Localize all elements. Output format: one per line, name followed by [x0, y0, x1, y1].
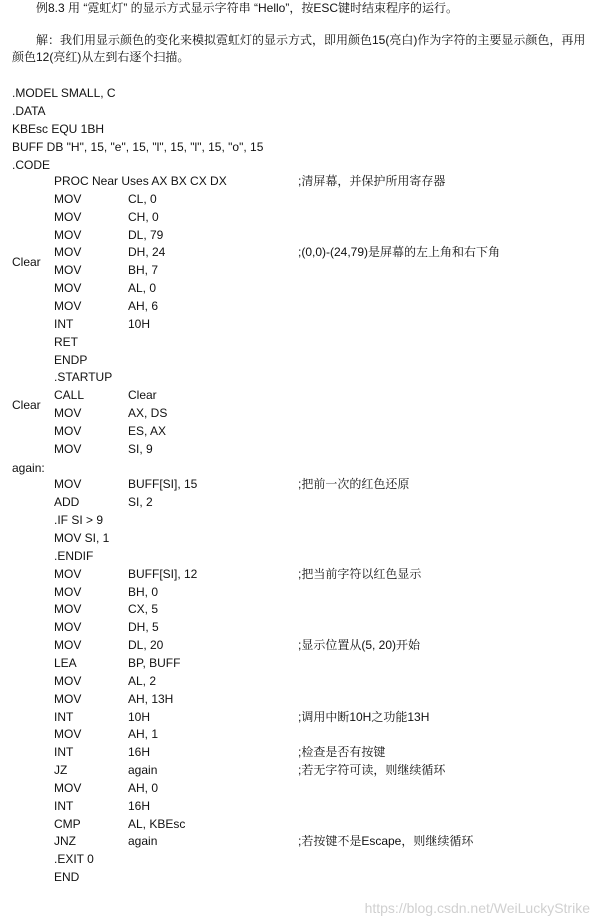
code-row — [12, 816, 592, 834]
instruction: MOV — [54, 584, 82, 599]
code-row — [12, 530, 592, 548]
instruction: ENDP — [54, 352, 88, 367]
code-row — [12, 334, 592, 352]
comment: ;把前一次的红色还原 — [298, 477, 410, 492]
operands: AH, 13H — [128, 691, 174, 706]
operands: again — [128, 763, 158, 778]
code-row — [12, 584, 592, 602]
code-line: .CODE — [12, 158, 51, 172]
code-row — [12, 209, 592, 227]
operands: AH, 1 — [128, 727, 159, 742]
code-row — [12, 780, 592, 798]
operands: CL, 0 — [128, 191, 157, 206]
code-row — [12, 298, 592, 316]
label-again: again: — [12, 461, 45, 475]
instruction: JNZ — [54, 834, 76, 849]
instruction: RET — [54, 334, 78, 349]
code-row — [12, 423, 592, 441]
operands: AL, 2 — [128, 673, 157, 688]
comment: ;清屏幕，并保护所用寄存器 — [298, 174, 446, 188]
operands: DH, 5 — [128, 620, 159, 635]
code-row — [12, 476, 592, 494]
code-row — [12, 726, 592, 744]
operands: BP, BUFF — [128, 655, 181, 670]
operands: CH, 0 — [128, 209, 159, 224]
instruction: MOV SI, 1 — [54, 531, 110, 545]
operands: AH, 6 — [128, 298, 159, 313]
code-row — [12, 833, 592, 851]
operands: DL, 79 — [128, 227, 164, 242]
operands: AL, KBEsc — [128, 816, 186, 831]
comment: ;检查是否有按键 — [298, 745, 386, 760]
instruction: MOV — [54, 566, 82, 581]
operands: 16H — [128, 798, 151, 813]
code-row — [12, 673, 592, 691]
code-row — [12, 262, 592, 280]
instruction: INT — [54, 709, 74, 724]
code-row — [12, 851, 592, 869]
instruction: MOV — [54, 191, 82, 206]
instruction: .EXIT 0 — [54, 852, 94, 867]
operands: DH, 24 — [128, 245, 166, 260]
instruction: INT — [54, 745, 74, 760]
code-row — [12, 762, 592, 780]
operands: BUFF[SI], 12 — [128, 566, 198, 581]
code-row — [12, 280, 592, 298]
instruction: MOV — [54, 227, 82, 242]
operands: AH, 0 — [128, 780, 159, 795]
code-row — [12, 637, 592, 655]
instruction: MOV — [54, 691, 82, 706]
code-row — [12, 869, 592, 887]
code-row — [12, 459, 592, 477]
comment: ;把当前字符以红色显示 — [298, 566, 422, 581]
instruction: MOV — [54, 477, 82, 492]
code-row — [12, 494, 592, 512]
instruction: MOV — [54, 209, 82, 224]
code-row — [12, 369, 592, 387]
operands: CX, 5 — [128, 602, 159, 617]
code-row — [12, 691, 592, 709]
example-title: 例8.3 用 “霓虹灯” 的显示方式显示字符串 “Hello”，按ESC键时结束程序的运行。 — [36, 1, 459, 15]
operands: BH, 7 — [128, 263, 159, 278]
operands: BH, 0 — [128, 584, 159, 599]
operands: DL, 20 — [128, 638, 164, 653]
code-row — [12, 655, 592, 673]
instruction: MOV — [54, 263, 82, 278]
instruction: MOV — [54, 673, 82, 688]
code-row — [12, 709, 592, 727]
operands: ES, AX — [128, 423, 167, 438]
startup-label-clear: Clear — [12, 398, 41, 412]
instruction: MOV — [54, 780, 82, 795]
code-row — [12, 619, 592, 637]
code-row — [12, 512, 592, 530]
instruction: CALL — [54, 388, 85, 403]
code-row — [12, 548, 592, 566]
instruction: INT — [54, 798, 74, 813]
instruction: .ENDIF — [54, 548, 94, 563]
instruction: JZ — [54, 763, 68, 778]
operands: 10H — [128, 316, 151, 331]
watermark: https://blog.csdn.net/WeiLuckyStrike — [364, 900, 590, 916]
operands: BUFF[SI], 15 — [128, 477, 198, 492]
operands: SI, 9 — [128, 441, 153, 456]
code-row — [12, 601, 592, 619]
code-line: BUFF DB "H", 15, "e", 15, "l", 15, "l", 15, "o", 15 — [12, 140, 264, 154]
code-row — [12, 744, 592, 762]
code-row — [12, 441, 592, 459]
code-row — [12, 405, 592, 423]
code-line: .MODEL SMALL, C — [12, 86, 116, 100]
instruction: MOV — [54, 281, 82, 296]
instruction: MOV — [54, 298, 82, 313]
instruction: MOV — [54, 245, 82, 260]
solution-paragraph: 解：我们用显示颜色的变化来模拟霓虹灯的显示方式，即用颜色15(亮白)作为字符的主要显示颜色，再用颜色12(亮红)从左到右逐个扫描。 — [12, 33, 586, 64]
comment: ;调用中断10H之功能13H — [298, 709, 430, 724]
comment: ;若按键不是Escape，则继续循环 — [298, 834, 474, 849]
code-line: KBEsc EQU 1BH — [12, 122, 105, 136]
operands: 10H — [128, 709, 151, 724]
instruction: MOV — [54, 638, 82, 653]
operands: 16H — [128, 745, 151, 760]
operands: SI, 2 — [128, 495, 153, 510]
proc-label-clear: Clear — [12, 255, 41, 269]
code-line: .DATA — [12, 104, 46, 118]
instruction: END — [54, 870, 80, 885]
instruction: .IF SI > 9 — [54, 513, 104, 528]
instruction: LEA — [54, 655, 77, 670]
instruction: MOV — [54, 423, 82, 438]
instruction: MOV — [54, 406, 82, 421]
comment: ;若无字符可读，则继续循环 — [298, 763, 446, 778]
code-row — [12, 798, 592, 816]
code-row — [12, 566, 592, 584]
code-row — [12, 173, 592, 191]
code-row — [12, 244, 592, 262]
instruction: INT — [54, 316, 74, 331]
instruction: CMP — [54, 816, 81, 831]
operands: again — [128, 834, 158, 849]
operands: AX, DS — [128, 406, 168, 421]
code-row — [12, 227, 592, 245]
code-row — [12, 316, 592, 334]
instruction: MOV — [54, 441, 82, 456]
code-row — [12, 387, 592, 405]
instruction: MOV — [54, 727, 82, 742]
instruction: MOV — [54, 602, 82, 617]
instruction: ADD — [54, 495, 80, 510]
instruction: .STARTUP — [54, 370, 113, 385]
instruction: PROC Near Uses AX BX CX DX — [54, 174, 227, 188]
comment: ;显示位置从(5, 20)开始 — [298, 638, 421, 653]
instruction: MOV — [54, 620, 82, 635]
operands: AL, 0 — [128, 281, 157, 296]
code-row — [12, 191, 592, 209]
comment: ;(0,0)-(24,79)是屏幕的左上角和右下角 — [298, 245, 501, 260]
operands: Clear — [128, 388, 157, 403]
code-row — [12, 352, 592, 370]
